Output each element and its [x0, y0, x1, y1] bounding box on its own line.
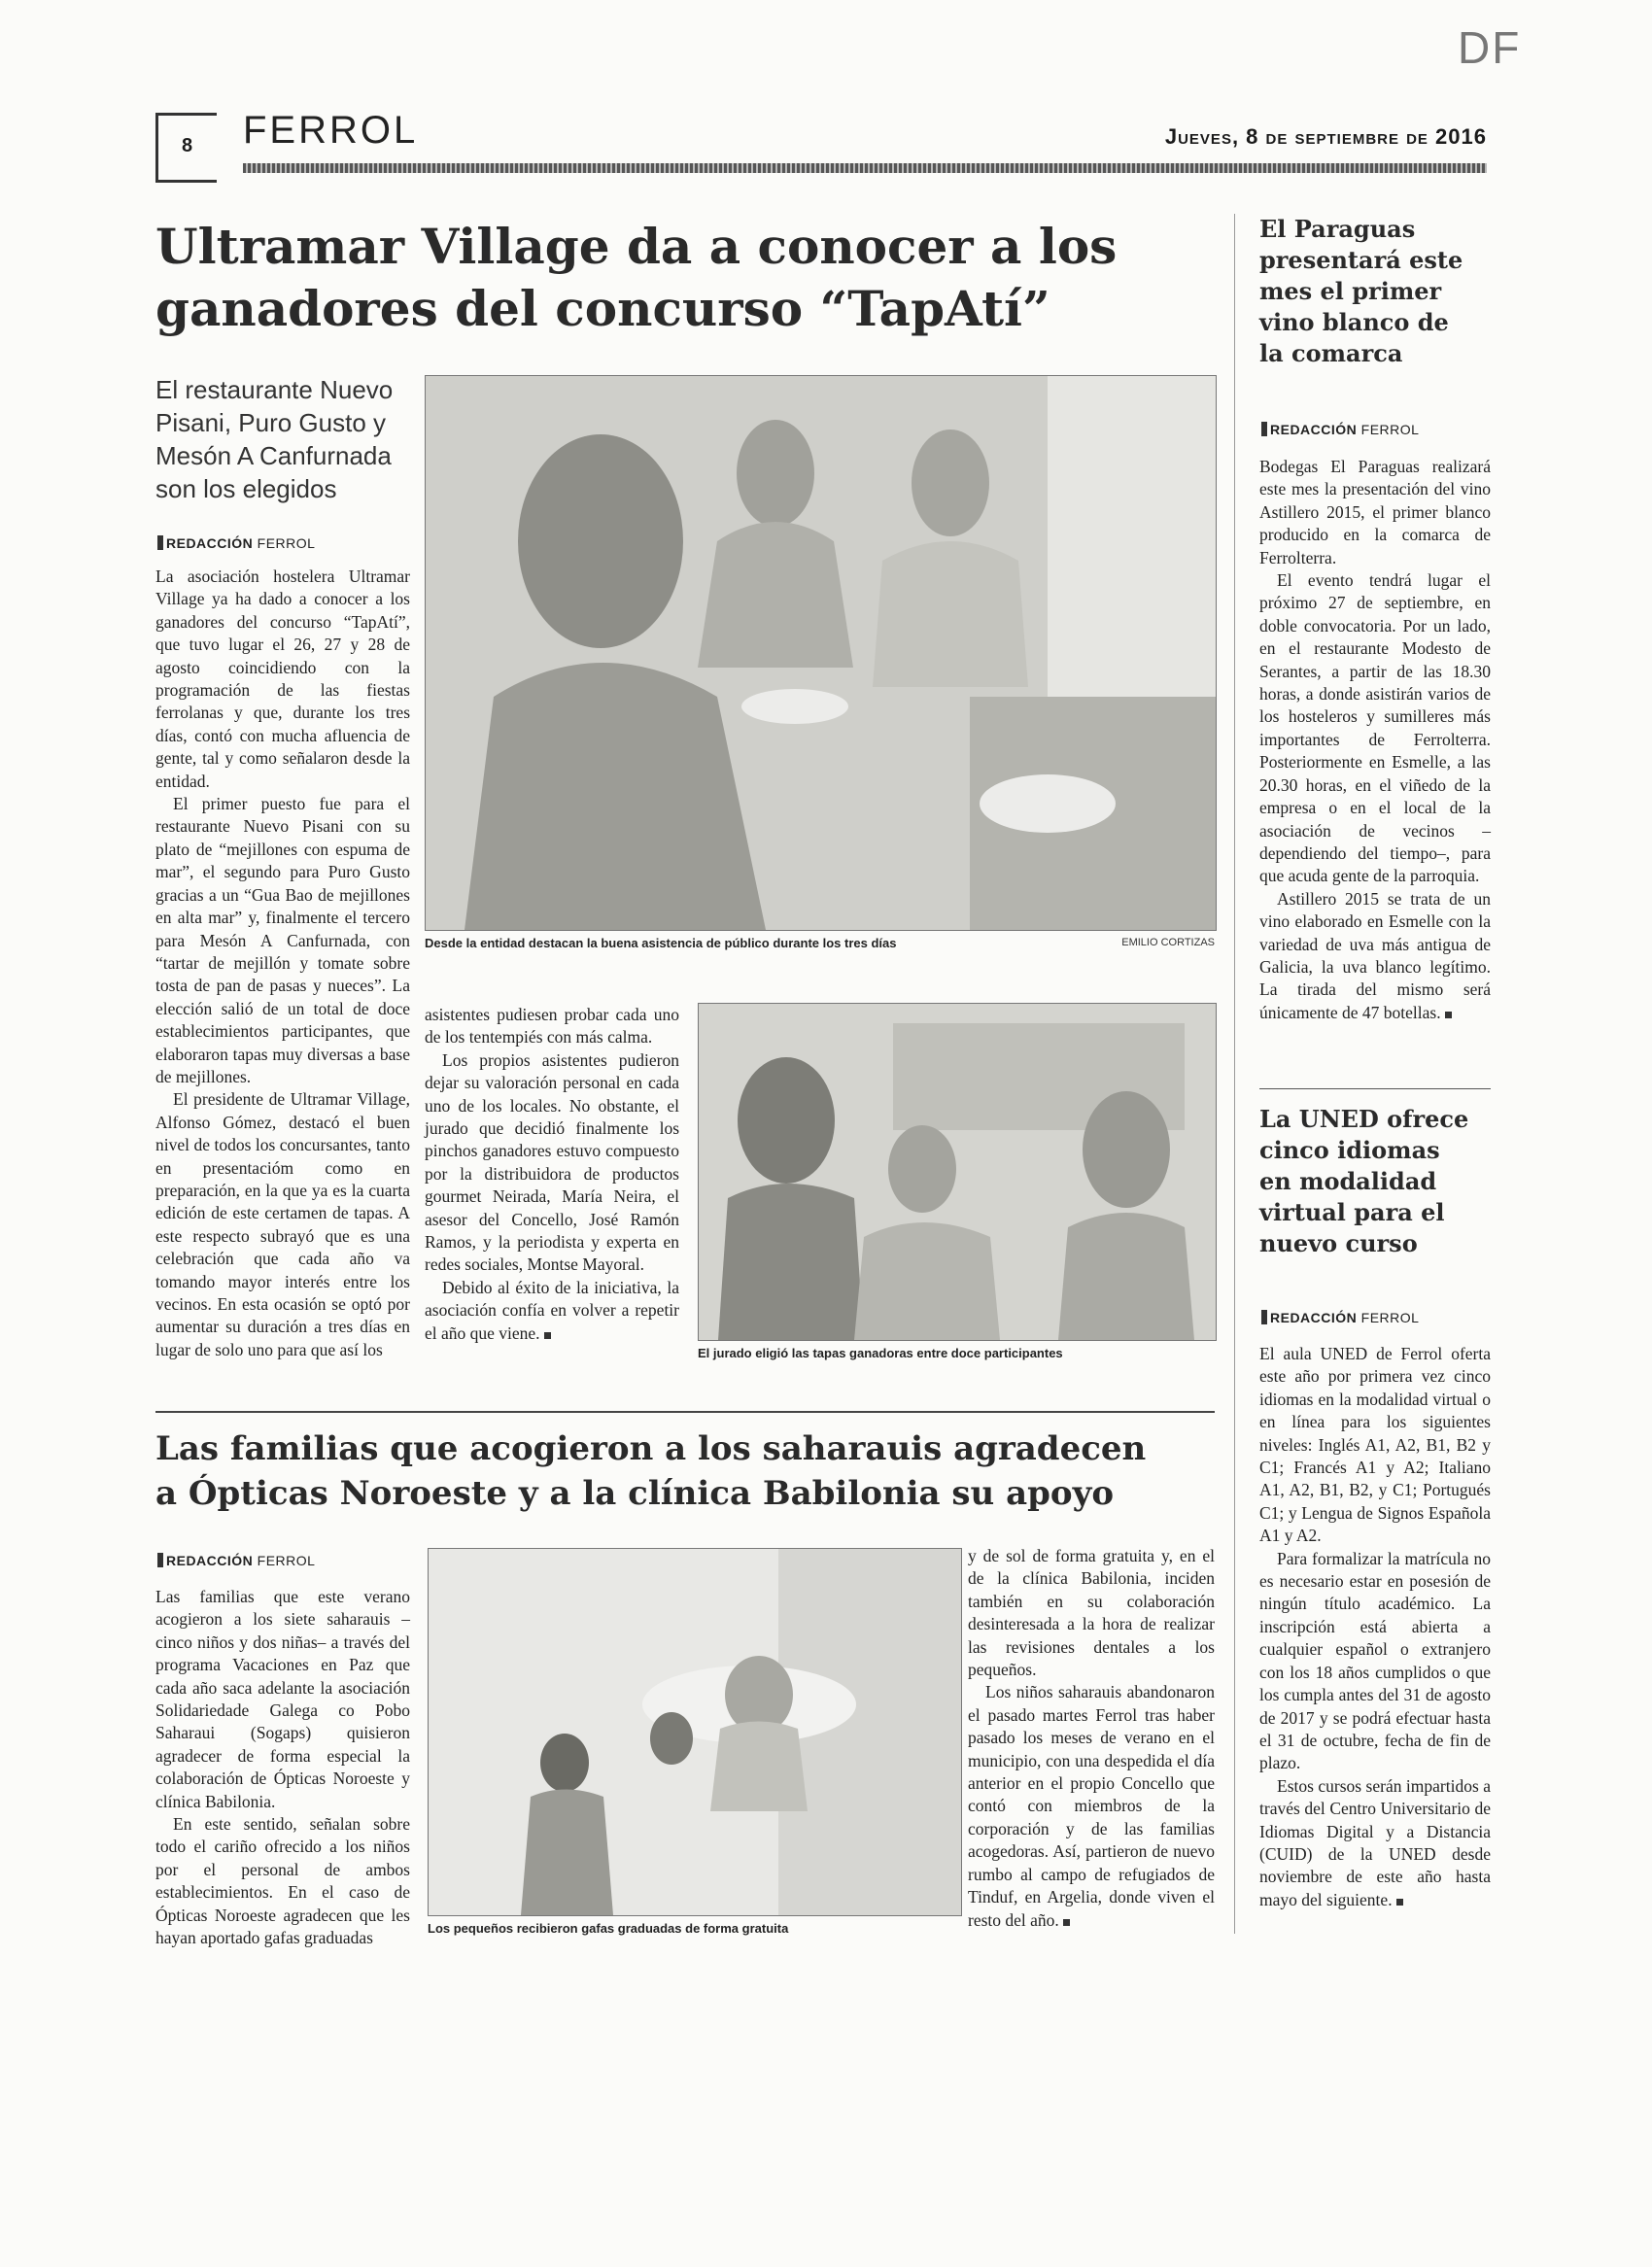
byline-place: FERROL [1360, 422, 1420, 437]
article2-paragraph: En este sentido, señalan sobre todo el cariño ofrecido a los niños por el personal de ambos establecimientos. En el caso de Ópticas Noroeste agradecen que les hayan aportado gafas graduadas [155, 1814, 410, 1948]
side1-body [1259, 456, 1491, 1024]
article2-paragraph [968, 1681, 1215, 1931]
page-number: 8 [182, 135, 193, 156]
article2-paragraph: y de sol de forma gratuita y, en el de la clínica Babilonia, inciden también en su colaboración desinteresada a la hora de realizar las revisiones dentales a los pequeños. [968, 1546, 1215, 1680]
side1-title-line: mes el primer [1259, 277, 1442, 305]
side1-title [1259, 214, 1493, 369]
byline-place: FERROL [257, 535, 316, 551]
article2-paragraph: Las familias que este verano acogieron a los siete saharauis –cinco niños y dos niñas– a través del programa Vacaciones en Paz que cada año saca adelante la asociación Solidariedade Galega co Pobo Saharaui (Sogaps) quisieron agradecer de forma especial la colaboración de Ópticas Noroeste y clínica Babilonia. [155, 1587, 410, 1811]
column-divider [1234, 214, 1235, 1934]
side2-title-line: nuevo curso [1259, 1229, 1418, 1257]
restaurant-photo-icon [426, 376, 1216, 930]
article2-byline [157, 1553, 315, 1568]
side-divider [1259, 1088, 1491, 1089]
byline-author: REDACCIÓN [166, 1553, 254, 1568]
article1-photo1-credit: EMILIO CORTIZAS [1121, 937, 1215, 948]
side1-paragraph: Bodegas El Paraguas realizará este mes la presentación del vino Astillero 2015, el primer blanco producido en la comarca de Ferrolterra. [1259, 457, 1491, 567]
header-date: Jueves, 8 de septiembre de 2016 [1164, 124, 1487, 149]
side2-paragraph: El aula UNED de Ferrol oferta este año por primera vez cinco idiomas en la modalidad virtual o en línea para los siguientes niveles: Inglés A1, A2, B1, B2 y C1; Francés A1 y A2; Italiano A1, A2, B1, B2, y C1; Portugués C1; y Lengua de Signos Española A1 y A2. [1259, 1344, 1491, 1546]
article1-col2 [425, 1004, 679, 1345]
article2-photo [428, 1548, 962, 1916]
end-mark [1063, 1919, 1070, 1926]
byline-mark [157, 1553, 163, 1567]
article1-subtitle [155, 373, 418, 505]
article2-title-line1: Las familias que acogieron a los saharauis agradecen [155, 1429, 1147, 1468]
article1-paragraph: El presidente de Ultramar Village, Alfonso Gómez, destacó el buen nivel de todos los concursantes, tanto en presentacióm como en preparación, en la que ya es la cuarta edición de este certamen de tapas. A este respecto subrayó que es una celebración que cada año va tomando mayor interés entre los vecinos. En esta ocasión se optó por aumentar su duración a tres días en lugar de solo uno para que así los [155, 1089, 410, 1359]
byline-mark [157, 535, 163, 550]
side1-title-line: vino blanco de [1259, 308, 1449, 336]
article1-title-line1: Ultramar Village da a conocer a los [155, 218, 1118, 275]
article-divider [155, 1411, 1215, 1413]
article2-col1 [155, 1586, 410, 1950]
side1-title-line: El Paraguas [1259, 215, 1416, 243]
article1-subtitle-line: El restaurante Nuevo [155, 375, 394, 404]
jury-photo-icon [699, 1004, 1216, 1340]
byline-author: REDACCIÓN [166, 535, 254, 551]
byline-mark [1261, 1310, 1267, 1324]
article2-photo-caption: Los pequeños recibieron gafas graduadas de forma gratuita [428, 1921, 789, 1936]
header-rule [243, 163, 1487, 173]
article1-paragraph [425, 1277, 679, 1345]
article1-byline [157, 535, 315, 551]
end-mark [1445, 1012, 1452, 1018]
side2-title-line: virtual para el [1259, 1198, 1445, 1226]
corner-mark: DF [1458, 22, 1522, 73]
article1-paragraph: asistentes pudiesen probar cada uno de los tentempiés con más calma. [425, 1005, 679, 1048]
article1-paragraph: Los propios asistentes pudieron dejar su valoración personal en cada uno de los locales. No obstante, el jurado que decidió finalmente los pinchos ganadores estuvo compuesto por la distribuidora de productos gourmet Neirada, María Neira, el asesor del Concello, José Ramón Ramos, y la periodista y experta en redes sociales, Montse Mayoral. [425, 1049, 679, 1275]
article1-closing-text: Debido al éxito de la iniciativa, la asociación confía en volver a repetir el año que viene. [425, 1277, 679, 1343]
article1-subtitle-line: Pisani, Puro Gusto y [155, 408, 386, 437]
page-number-box [155, 113, 217, 183]
side1-paragraph [1259, 888, 1491, 1024]
article1-paragraph: El primer puesto fue para el restaurante Nuevo Pisani con su plato de “mejillones con espuma de mar”, el segundo para Puro Gusto gracias a un “Gua Bao de mejillones en alta mar” y, finalmente el tercero para Mesón A Canfurnada, con “tartar de mejillón y tomate sobre tosta de pan de pasas y nueces”. La elección salió de un total de doce establecimientos participantes, que elaboraron tapas muy diversas a base de mejillones. [155, 794, 410, 1086]
byline-author: REDACCIÓN [1270, 422, 1358, 437]
article2-title [155, 1426, 1224, 1516]
side2-body [1259, 1343, 1491, 1911]
article1-paragraph: La asociación hostelera Ultramar Village ya ha dado a conocer a los ganadores del concurso “TapAtí”, que tuvo lugar el 26, 27 y 28 de agosto coincidiendo con la programación de las fiestas ferrolanas y que, durante los tres días, contó con mucha afluencia de gente, tal y como señalaron desde la entidad. [155, 567, 410, 791]
side2-title-line: cinco idiomas [1259, 1136, 1440, 1164]
side2-title [1259, 1104, 1493, 1259]
side2-closing-text: Estos cursos serán impartidos a través del Centro Universitario de Idiomas Digital y a Distancia (CUID) de la UNED desde noviembre de este año hasta mayo del siguiente. [1259, 1775, 1491, 1909]
article1-title-line2: ganadores del concurso “TapAtí” [155, 280, 1050, 337]
article2-closing-text: Los niños saharauis abandonaron el pasado martes Ferrol tras haber pasado los meses de verano en el municipio, con una despedida el día anterior en el propio Concello que contó con miembros de la corporación y de las familias acogedoras. Así, partieron de nuevo rumbo al campo de refugiados de Tinduf, en Argelia, donde viven el resto del año. [968, 1682, 1215, 1930]
side1-paragraph: El evento tendrá lugar el próximo 27 de septiembre, en doble convocatoria. Por un lado, en el restaurante Modesto de Serantes, a partir de las 18.30 horas, a donde asistirán varios de los hosteleros y sumilleres más importantes de Ferrolterra. Posteriormente en Esmelle, a las 20.30 horas, en el viñedo de la empresa o en el local de la asociación de vecinos –dependiendo del tiempo–, para que acuda gente de la parroquia. [1259, 570, 1491, 886]
byline-mark [1261, 422, 1267, 436]
article2-col2 [968, 1545, 1215, 1932]
article2-title-line2: a Ópticas Noroeste y a la clínica Babilonia su apoyo [155, 1474, 1115, 1513]
side1-byline [1261, 422, 1419, 437]
side2-title-line: La UNED ofrece [1259, 1105, 1469, 1133]
article1-photo-jury [698, 1003, 1217, 1341]
article1-photo2-caption: El jurado eligió las tapas ganadoras entre doce participantes [698, 1346, 1063, 1360]
section-name: FERROL [243, 109, 419, 152]
article1-photo-main [425, 375, 1217, 931]
side2-paragraph: Para formalizar la matrícula no es necesario estar en posesión de ningún título académico. La inscripción está abierta a cualquier español o extranjero con los 18 años cumplidos o que los cumpla antes del 31 de agosto de 2017 y se podrá efectuar hasta el 31 de octubre, fecha de fin de plazo. [1259, 1548, 1491, 1773]
article1-subtitle-line: son los elegidos [155, 474, 337, 503]
article1-title [155, 216, 1215, 340]
end-mark [1396, 1899, 1403, 1906]
children-photo-icon [429, 1549, 961, 1915]
article1-photo1-caption: Desde la entidad destacan la buena asistencia de público durante los tres días [425, 936, 897, 950]
article1-subtitle-line: Mesón A Canfurnada [155, 441, 392, 470]
byline-place: FERROL [257, 1553, 316, 1568]
side1-closing-text: Astillero 2015 se trata de un vino elaborado en Esmelle con la variedad de uva más antigua de Galicia, la uva blanco legítimo. La tirada del mismo será únicamente de 47 botellas. [1259, 888, 1491, 1022]
side2-title-line: en modalidad [1259, 1167, 1437, 1195]
article1-col1 [155, 566, 410, 1361]
end-mark [544, 1332, 551, 1339]
byline-place: FERROL [1360, 1310, 1420, 1325]
side1-title-line: presentará este [1259, 246, 1463, 274]
byline-author: REDACCIÓN [1270, 1310, 1358, 1325]
side1-title-line: la comarca [1259, 339, 1403, 367]
side2-paragraph [1259, 1775, 1491, 1911]
side2-byline [1261, 1310, 1419, 1325]
